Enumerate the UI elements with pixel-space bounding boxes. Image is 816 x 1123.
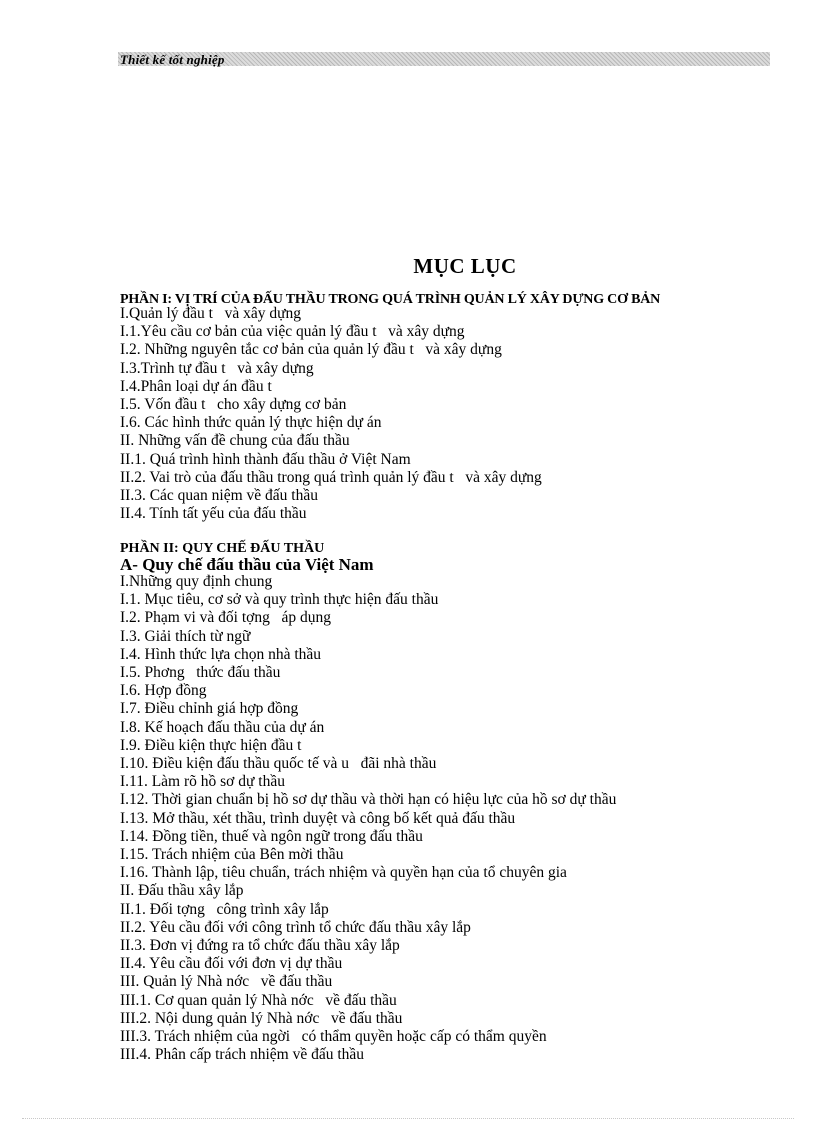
toc-entry: III.2. Nội dung quản lý Nhà nớc về đấu thầu (120, 1009, 403, 1027)
toc-entry: I.5. Phơng thức đấu thầu (120, 664, 281, 682)
toc-entry: I.2. Những nguyên tắc cơ bản của quản lý đầu t và xây dựng (120, 341, 502, 359)
toc-entry: II. Đấu thầu xây lắp (120, 882, 244, 900)
part2-subheading: A- Quy chế đấu thầu của Việt Nam (120, 555, 374, 574)
toc-entry: I.10. Điều kiện đấu thầu quốc tế và u đãi nhà thầu (120, 755, 437, 773)
toc-entry: I.16. Thành lập, tiêu chuẩn, trách nhiệm và quyền hạn của tổ chuyên gia (120, 864, 567, 882)
toc-entry: II.3. Các quan niệm về đấu thầu (120, 487, 318, 505)
part1-heading: PHẦN I: VỊ TRÍ CỦA ĐẤU THẦU TRONG QUÁ TRÌNH QUẢN LÝ XÂY DỰNG CƠ BẢN (120, 292, 661, 307)
part1-list (120, 305, 542, 523)
toc-entry: I.6. Các hình thức quản lý thực hiện dự án (120, 414, 382, 432)
toc-entry: I.7. Điều chỉnh giá hợp đồng (120, 700, 299, 718)
toc-entry: II.2. Yêu cầu đối với công trình tổ chức đấu thầu xây lắp (120, 918, 471, 936)
toc-entry: I.9. Điều kiện thực hiện đầu t (120, 736, 302, 754)
toc-entry: I.1. Mục tiêu, cơ sở và quy trình thực hiện đấu thầu (120, 591, 439, 609)
toc-entry: I.Quản lý đầu t và xây dựng (120, 305, 302, 322)
toc-entry: I.6. Hợp đồng (120, 682, 207, 700)
toc-entry: I.1.Yêu cầu cơ bản của việc quản lý đầu t và xây dựng (120, 323, 465, 341)
header-text: Thiết kế tốt nghiệp (120, 52, 225, 67)
toc-entry: I.4. Hình thức lựa chọn nhà thầu (120, 645, 322, 663)
toc-entry: III.1. Cơ quan quản lý Nhà nớc về đấu thầu (120, 991, 397, 1009)
toc-entry: II.3. Đơn vị đứng ra tổ chức đấu thầu xây lắp (120, 937, 400, 955)
page-title: MỤC LỤC (413, 254, 517, 278)
toc-entry: I.12. Thời gian chuẩn bị hồ sơ dự thầu và thời hạn có hiệu lực của hồ sơ dự thầu (120, 791, 617, 809)
toc-entry: III.4. Phân cấp trách nhiệm về đấu thầu (120, 1046, 365, 1064)
toc-entry: I.13. Mở thầu, xét thầu, trình duyệt và công bố kết quả đấu thầu (120, 809, 516, 827)
toc-entry: II.4. Yêu cầu đối với đơn vị dự thầu (120, 955, 343, 973)
part2-heading: PHẦN II: QUY CHẾ ĐẤU THẦU (120, 541, 325, 556)
toc-entry: II.2. Vai trò của đấu thầu trong quá trình quản lý đầu t và xây dựng (120, 468, 542, 486)
toc-entry: II.1. Đối tợng công trình xây lắp (120, 900, 329, 918)
footer-divider (22, 1118, 794, 1119)
toc-entry: I.5. Vốn đầu t cho xây dựng cơ bản (120, 396, 347, 414)
toc-entry: I.3.Trình tự đầu t và xây dựng (120, 359, 314, 377)
toc-entry: I.2. Phạm vi và đối tợng áp dụng (120, 609, 331, 627)
toc-entry: I.Những quy định chung (120, 573, 273, 590)
part2-list (120, 573, 616, 1064)
toc-entry: II. Những vấn đề chung của đấu thầu (120, 432, 350, 450)
toc-entry: II.1. Quá trình hình thành đấu thầu ở Việt Nam (120, 450, 411, 468)
toc-entry: I.4.Phân loại dự án đầu t (120, 377, 272, 395)
toc-entry: I.14. Đồng tiền, thuế và ngôn ngữ trong đấu thầu (120, 827, 423, 845)
toc-entry: I.15. Trách nhiệm của Bên mời thầu (120, 846, 344, 864)
toc-entry: III.3. Trách nhiệm của ngời có thẩm quyền hoặc cấp có thẩm quyền (120, 1028, 547, 1046)
toc-entry: I.11. Làm rõ hồ sơ dự thầu (120, 773, 285, 791)
toc-entry: I.8. Kế hoạch đấu thầu của dự án (120, 718, 325, 736)
toc-entry: II.4. Tính tất yếu của đấu thầu (120, 505, 307, 523)
toc-entry: I.3. Giải thích từ ngữ (120, 627, 251, 645)
toc-entry: III. Quản lý Nhà nớc về đấu thầu (120, 973, 333, 991)
